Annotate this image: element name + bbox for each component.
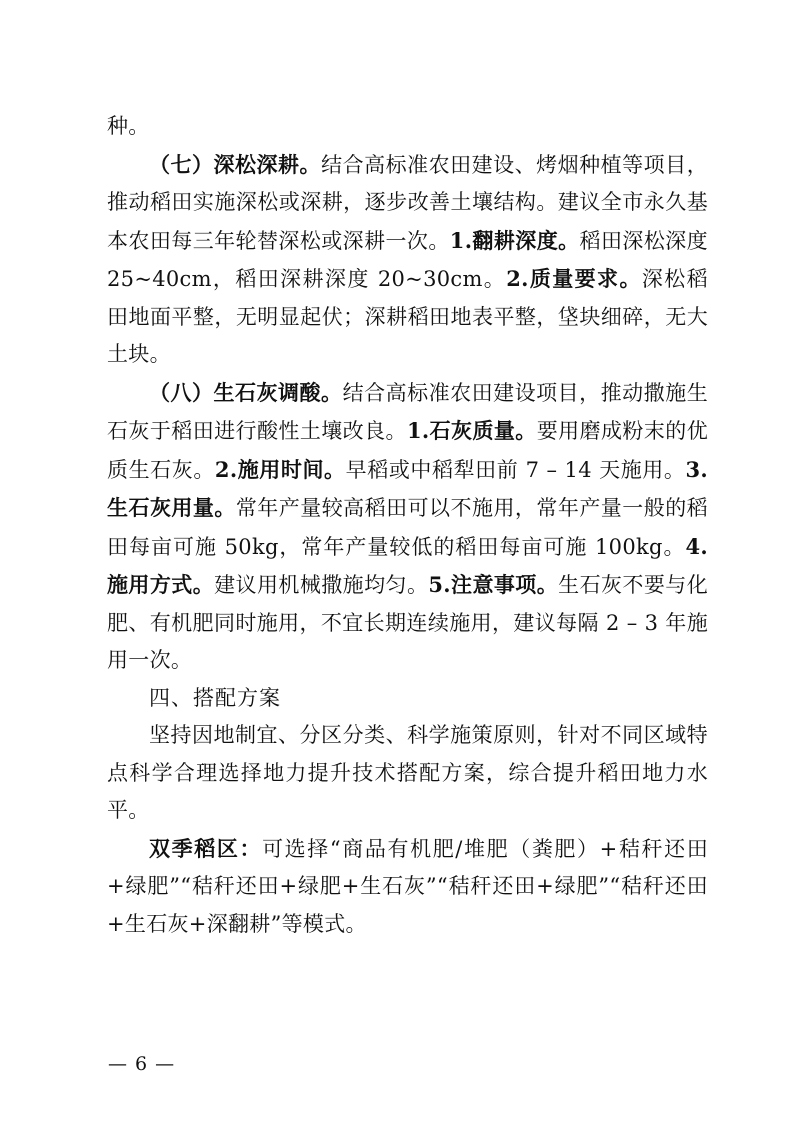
bold-run: 双季稻区：: [149, 835, 263, 861]
bold-run: 2.质量要求。: [506, 266, 642, 291]
text-run: 早稻或中稻犁田前 7 – 14 天施用。: [345, 457, 686, 482]
text-run: 建议用机械撒施均匀。: [214, 573, 429, 597]
bold-run: 4.施用方式。: [107, 533, 708, 597]
text-run: 坚持因地制宜、分区分类、科学施策原则，针对不同区域特点科学合理选择地力提升技术搭配方案，综合提升稻田地力水平。: [107, 723, 708, 822]
text-run: 要用磨成粉末的优质生石灰。: [107, 419, 709, 482]
text-run: 生石灰不要与化肥、有机肥同时施用，不宜长期连续施用，建议每隔 2 – 3 年施用一次。: [107, 573, 709, 672]
paragraph-deep-tillage: [107, 146, 708, 374]
bold-run: 5.注意事项。: [428, 572, 559, 597]
bold-run: 2.施用时间。: [214, 456, 346, 482]
text-run: 稻田深松深度 25~40cm，稻田深耕深度 20~30cm。: [107, 228, 708, 291]
paragraph-quicklime: [107, 374, 708, 680]
bold-run: （八）生石灰调酸。: [149, 379, 343, 405]
paragraph-double-season: [107, 830, 708, 944]
section-heading: 四、搭配方案: [149, 685, 281, 710]
page-number: — 6 —: [108, 1053, 176, 1075]
paragraph-continuation: [107, 108, 708, 146]
text-run: 深松稻田地面平整，无明显起伏；深耕稻田地表平整，垡块细碎，无大土块。: [107, 267, 708, 366]
text-run: 结合高标准农田建设项目，推动撒施生石灰于稻田进行酸性土壤改良。: [107, 380, 708, 443]
text-run: 结合高标准农田建设、烤烟种植等项目，推动稻田实施深松或深耕，逐步改善土壤结构。建议全市永久基本农田每三年轮替深松或深耕一次。: [107, 152, 708, 253]
bold-run: 1.翻耕深度。: [449, 227, 580, 253]
bold-run: 1.石灰质量。: [406, 418, 537, 443]
text-run: 常年产量较高稻田可以不施用，常年产量一般的稻田每亩可施 50kg，常年产量较低的稻田每亩可施 100kg。: [107, 496, 708, 559]
paragraph-principles: [107, 717, 708, 830]
bold-run: 3.生石灰用量。: [107, 456, 708, 520]
text-run: 种。: [107, 114, 150, 138]
text-run: 可选择“商品有机肥/堆肥（粪肥）+秸秆还田+绿肥”“秸秆还田+绿肥+生石灰”“秸秆还田+绿肥”“秸秆还田+生石灰+深翻耕”等模式。: [107, 836, 708, 936]
bold-run: （七）深松深耕。: [149, 151, 322, 177]
